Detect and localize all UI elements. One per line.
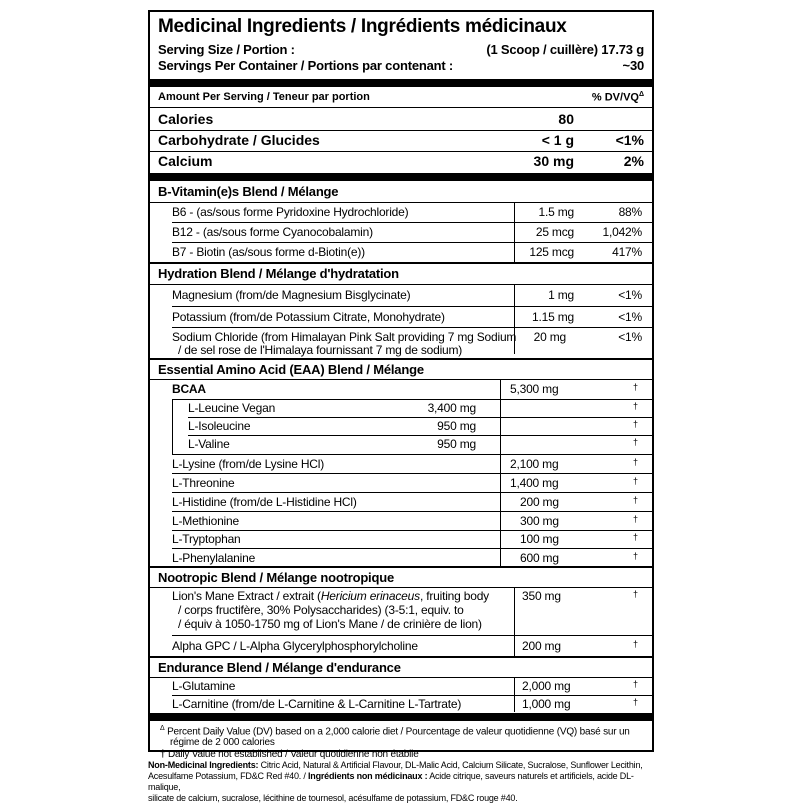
amount-header: Amount Per Serving / Teneur par portion [158, 91, 370, 103]
non-medicinal-ingredients: Non-Medicinal Ingredients: Citric Acid, Natural & Artificial Flavour, DL-Malic Acid, Calcium Silicate, Sucralose, Sunflower Lecithin, Acesulfame Potassium, FD&C Red #40. / Ingrédients non médicinaux : Acide citrique, saveurs naturels et artificiels, acide DL-malique, silicate de calcium, sucralose, lécithine de tournesol, acésulfame de potassium, FD&C rouge #40. [148, 760, 643, 803]
carnitine-label: L-Carnitine (from/de L-Carnitine & L-Carnitine L-Tartrate) [172, 697, 462, 711]
histidine-amount: 200 mg [520, 495, 559, 509]
leucine-label: L-Leucine Vegan [188, 401, 276, 415]
threonine-amount: 1,400 mg [510, 476, 559, 490]
lysine-label: L-Lysine (from/de Lysine HCl) [172, 457, 325, 471]
bcaa-label: BCAA [172, 382, 206, 396]
delta-footnote: $^\Delta$ Percent Daily Value (DV) based on a 2,000 calorie diet / Pourcentage de valeur quotidienne (VQ) basé sur un [160, 725, 630, 738]
sodium-label-line2: / de sel rose de l'Himalaya fournissant 7 mg de sodium) [178, 343, 463, 357]
tryptophan-label: L-Tryptophan [172, 532, 241, 546]
magnesium-dv: <1% [618, 288, 642, 302]
b12-label: B12 - (as/sous forme Cyanocobalamin) [172, 225, 373, 239]
sodium-amount: 20 mg [533, 330, 566, 344]
magnesium-amount: 1 mg [548, 288, 574, 302]
delta-footnote-line2: régime de 2 000 calories [170, 737, 275, 748]
threonine-label: L-Threonine [172, 476, 235, 490]
histidine-label: L-Histidine (from/de L-Histidine HCl) [172, 495, 357, 509]
potassium-label: Potassium (from/de Potassium Citrate, Monohydrate) [172, 310, 445, 324]
calcium-label: Calcium [158, 153, 213, 169]
b12-dv: 1,042% [602, 225, 642, 239]
methionine-amount: 300 mg [520, 514, 559, 528]
valine-label: L-Valine [188, 437, 230, 451]
carbohydrate-amount: < 1 g [541, 132, 574, 148]
b7-amount: 125 mcg [529, 245, 574, 259]
serving-size-value: (1 Scoop / cuillère) 17.73 g [486, 42, 644, 57]
sodium-label-line1: Sodium Chloride (from Himalayan Pink Salt providing 7 mg Sodium [172, 330, 517, 344]
phenylalanine-amount: 600 mg [520, 551, 559, 565]
calories-amount: 80 [558, 111, 574, 127]
methionine-label: L-Methionine [172, 514, 239, 528]
phenylalanine-label: L-Phenylalanine [172, 551, 256, 565]
carnitine-amount: 1,000 mg [522, 697, 571, 711]
potassium-amount: 1.15 mg [532, 310, 574, 324]
b7-label: B7 - Biotin (as/sous forme d-Biotin(e)) [172, 245, 365, 259]
isoleucine-amount: 950 mg [437, 419, 476, 433]
tryptophan-amount: 100 mg [520, 532, 559, 546]
calories-label: Calories [158, 111, 214, 127]
isoleucine-label: L-Isoleucine [188, 419, 251, 433]
serving-size-label: Serving Size / Portion : [158, 42, 295, 57]
bcaa-amount: 5,300 mg [510, 382, 559, 396]
carbohydrate-dv: <1% [615, 132, 644, 148]
nutrition-panel: Medicinal Ingredients / Ingrédients médicinaux Serving Size / Portion : (1 Scoop / cuillère) 17.73 g Servings Per Container / Portions par contenant : ~30 Amount Per Serving / Teneur par portion % $DV/VQ^\Delta$ Calories 80 Carbohydrate / Glucides < 1 g <1% Calcium 30 mg 2% B-Vitamin(e)s Blend / Mélange B6 - (as/sous forme Pyridoxine Hydrochloride) 1.5 mg 88% B12 - (as/sous forme Cyanocobalamin) 25 mcg 1,042% B7 - Biotin (as/sous forme d-Biotin(e)) 125 mcg 417% Hydration Blend / Mélange d'hydratation Magnesium (from/de Magnesium Bisglycinate) 1 mg <1% Potassium (from/de Potassium Citrate, Monohydrate) 1.15 mg <1% Sodium Chloride (from Himalayan Pink Salt providing 7 mg Sodium / de sel rose de l'Himalaya fournissant 7 mg de sodium) 20 mg <1% Essential Amino Acid (EAA) Blend / Mélange BCAA 5,300 mg † L-Leucine Vegan 3,400 mg † L-Isoleucine 950 mg † L-Valine 950 mg † L-Lysine (from/de Lysine HCl) 2,100 mg † L-Threonine 1,400 mg † L-Histidine (from/de L-Histidine HCl) 200 mg † L-Methionine 300 mg † L-Tryptophan 100 mg † L-Phenylalanine 600 mg † Nootropic Blend / Mélange nootropique Lion's Mane Extract / extrait (Hericium erinaceus, fruiting body / corps fructifère, 30% Polysaccharides) (3-5:1, equiv. to / équiv à 1050-1750 mg of Lion's Mane / de crinière de lion) 350 mg † Alpha GPC / L-Alpha Glycerylphosphorylcholine 200 mg † Endurance Blend / Mélange d'endurance L-Glutamine 2,000 mg † L-Carnitine (from/de L-Carnitine & L-Carnitine L-Tartrate) 1,000 mg † $^\Delta$ Percent Daily Value (DV) based on a 2,000 calorie diet / Pourcentage de valeur quotidienne (VQ) basé sur un régime de 2 000 calories † Daily Value not established / Valeur quotidienne non établie [148, 10, 654, 752]
b12-amount: 25 mcg [535, 225, 574, 239]
b-vitamin-title: B-Vitamin(e)s Blend / Mélange [158, 184, 339, 199]
carbohydrate-label: Carbohydrate / Glucides [158, 132, 320, 148]
eaa-title: Essential Amino Acid (EAA) Blend / Mélange [158, 362, 424, 377]
panel-title: Medicinal Ingredients / Ingrédients médicinaux [158, 16, 567, 37]
b7-dv: 417% [612, 245, 642, 259]
bcaa-dagger: † [632, 382, 638, 392]
b6-label: B6 - (as/sous forme Pyridoxine Hydrochloride) [172, 205, 409, 219]
magnesium-label: Magnesium (from/de Magnesium Bisglycinate) [172, 288, 411, 302]
glutamine-label: L-Glutamine [172, 679, 236, 693]
leucine-amount: 3,400 mg [427, 401, 476, 415]
alpha-gpc-amount: 200 mg [522, 639, 561, 653]
lions-mane-line3: / équiv à 1050-1750 mg of Lion's Mane / de crinière de lion) [178, 617, 482, 631]
sodium-dv: <1% [618, 330, 642, 344]
potassium-dv: <1% [618, 310, 642, 324]
calcium-amount: 30 mg [533, 153, 574, 169]
lions-mane-amount: 350 mg [522, 589, 561, 603]
lions-mane-line2: / corps fructifère, 30% Polysaccharides) (3-5:1, equiv. to [178, 603, 464, 617]
hydration-title: Hydration Blend / Mélange d'hydratation [158, 266, 399, 281]
b6-amount: 1.5 mg [538, 205, 574, 219]
lysine-amount: 2,100 mg [510, 457, 559, 471]
dv-header: % $DV/VQ^\Delta$ [591, 91, 644, 104]
endurance-title: Endurance Blend / Mélange d'endurance [158, 660, 401, 675]
valine-amount: 950 mg [437, 437, 476, 451]
servings-value: ~30 [622, 58, 644, 73]
glutamine-amount: 2,000 mg [522, 679, 571, 693]
nootropic-title: Nootropic Blend / Mélange nootropique [158, 570, 394, 585]
lions-mane-line1: Lion's Mane Extract / extrait (Hericium erinaceus, fruiting body [172, 589, 489, 603]
b6-dv: 88% [618, 205, 642, 219]
thick-divider [150, 79, 652, 87]
servings-label: Servings Per Container / Portions par contenant : [158, 58, 454, 73]
calcium-dv: 2% [623, 153, 644, 169]
alpha-gpc-label: Alpha GPC / L-Alpha Glycerylphosphorylcholine [172, 639, 418, 653]
dagger-footnote: † Daily Value not established / Valeur quotidienne non établie [160, 749, 419, 760]
